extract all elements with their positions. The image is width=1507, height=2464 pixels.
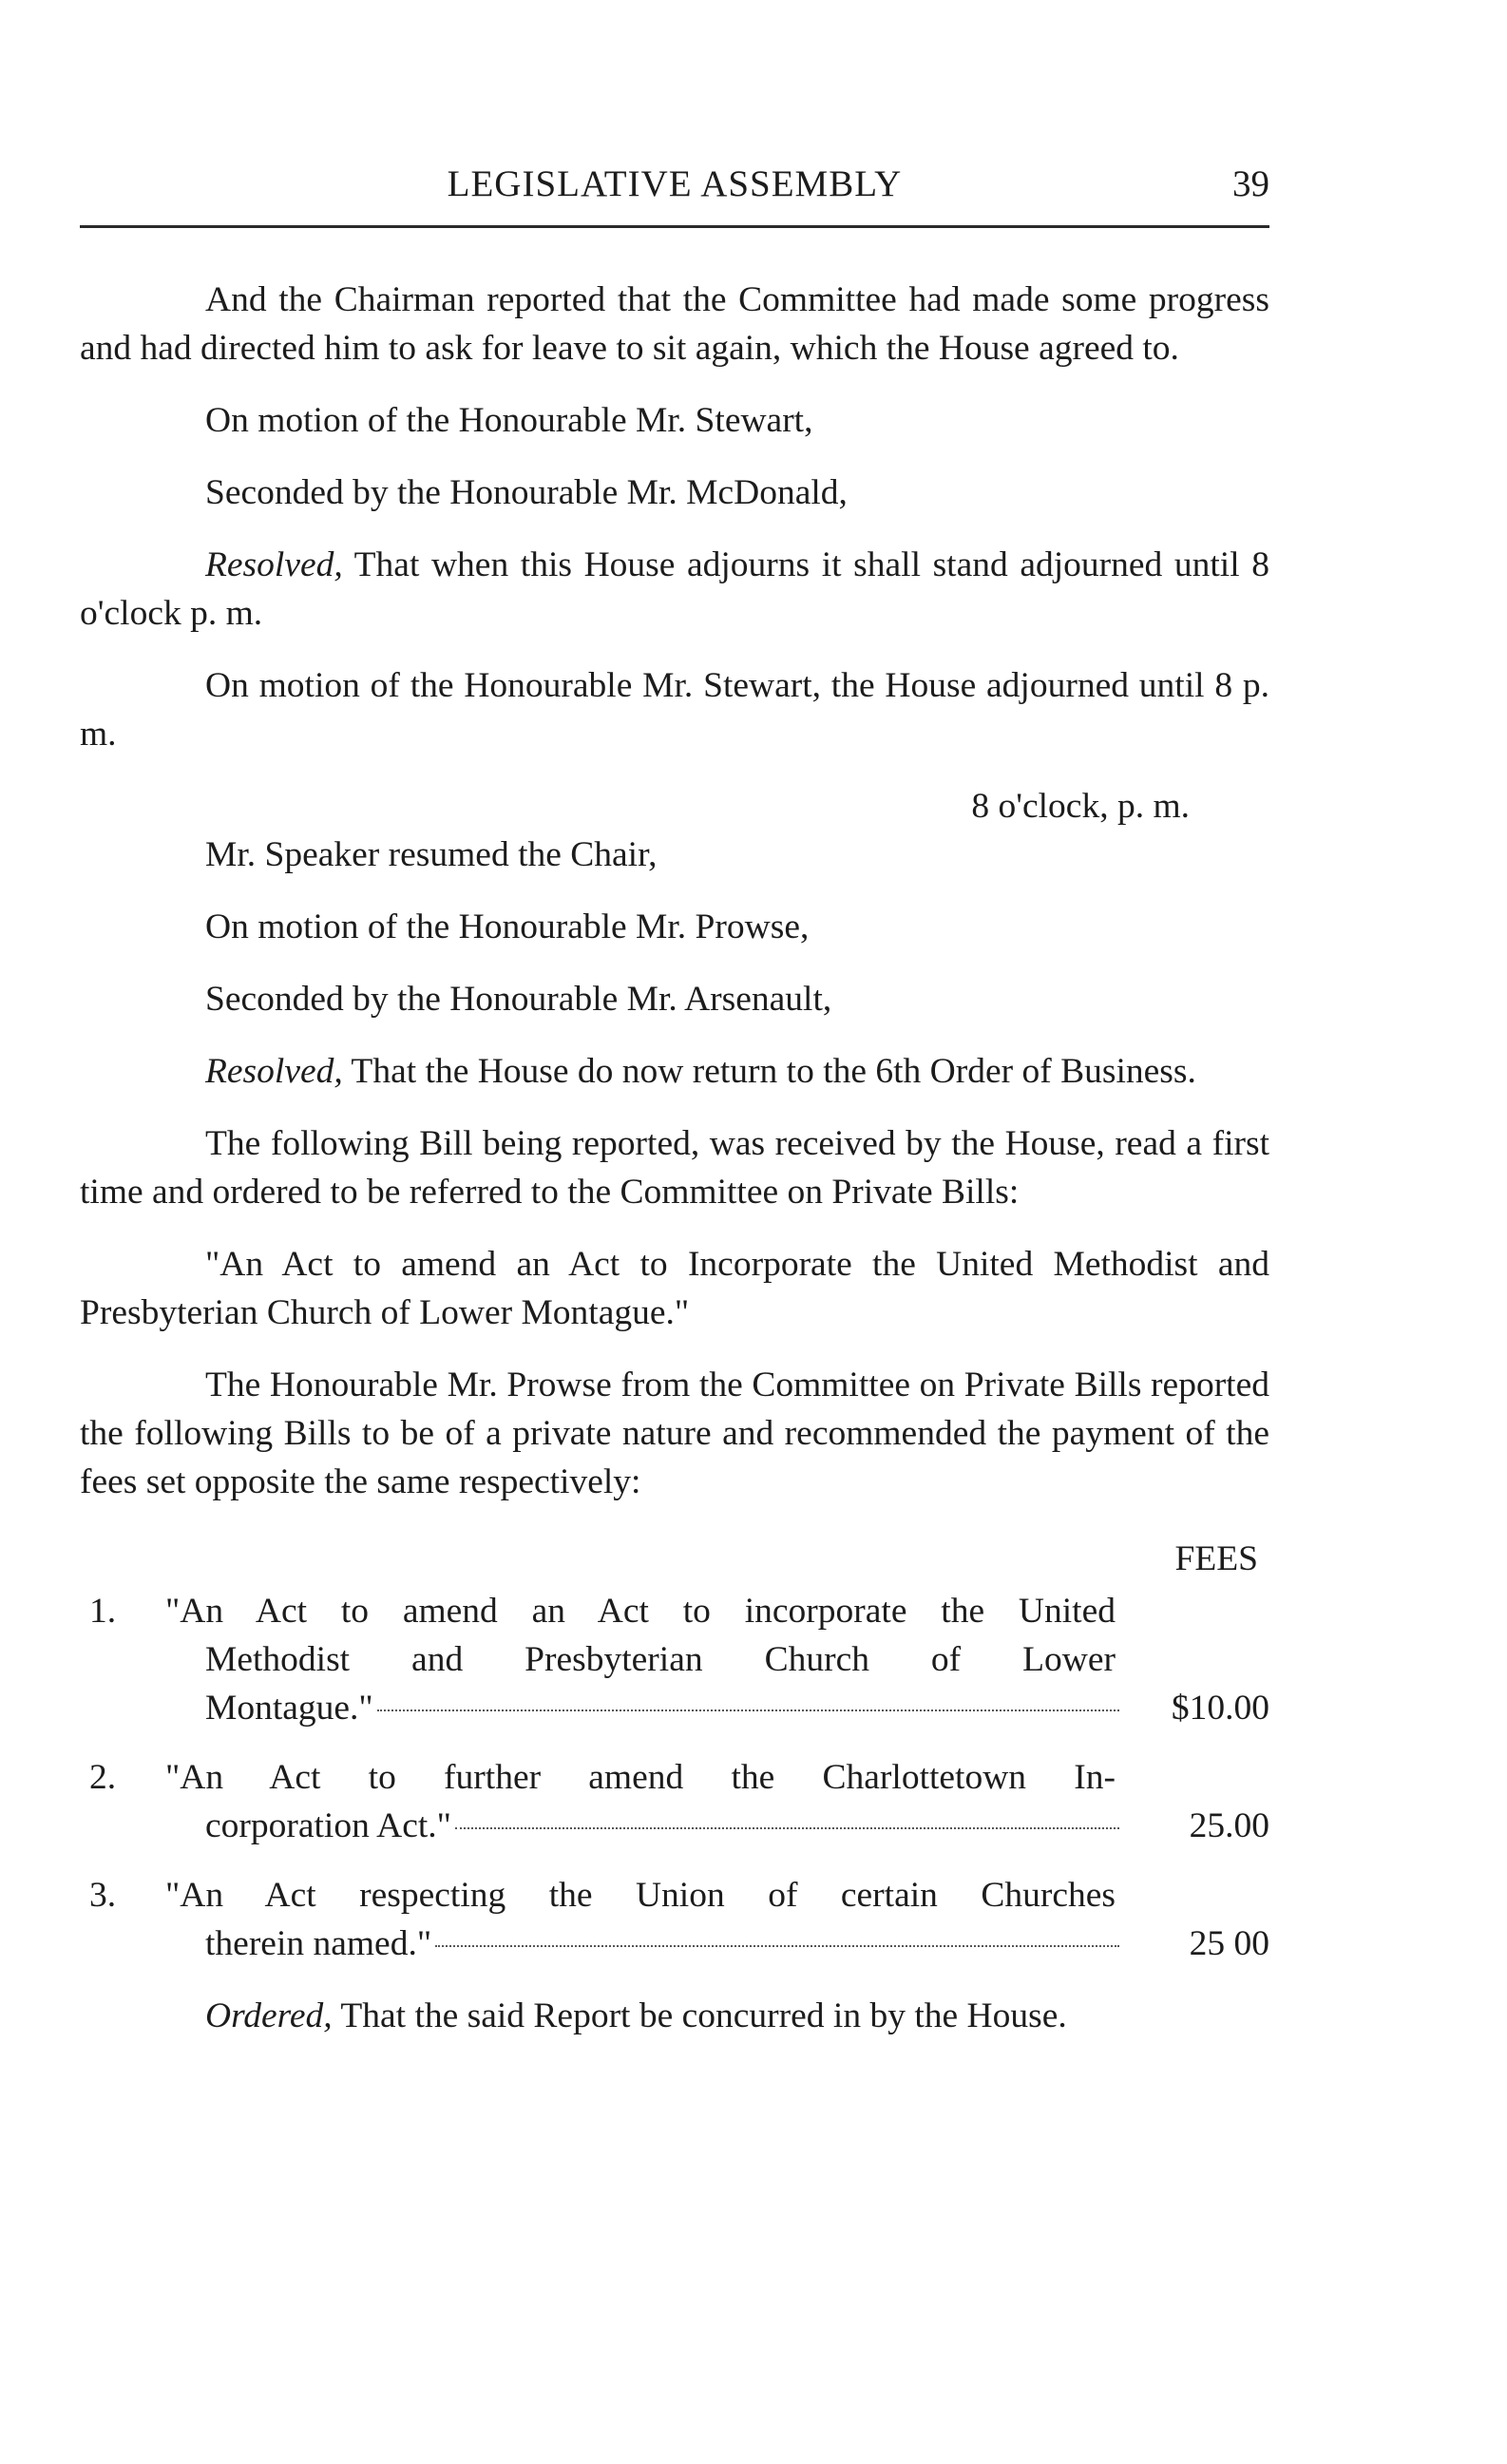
dot-leader [435,1945,1119,1947]
bill-line: Methodist and Presbyterian Church of Lower [205,1640,1116,1679]
bill-last-line [80,1920,1269,1968]
paragraph-house-adjourned: On motion of the Honourable Mr. Stewart, the House adjourned until 8 p. m. [80,666,1269,754]
bill-text [80,1587,1116,1684]
bill-number: 3. [89,1876,117,1915]
paragraph-committee-report: And the Chairman reported that the Committee had made some progress and had directed him to ask for leave to sit again, which the House agreed to. [80,280,1269,368]
list-item [80,1587,1269,1732]
header-rule [80,225,1269,228]
resolved-label: Resolved, [205,1052,343,1091]
dot-leader [377,1710,1119,1711]
bill-line: "An Act to amend an Act to incorporate the United [165,1592,1116,1631]
bill-number: 1. [89,1592,117,1631]
paragraph-motion-stewart: On motion of the Honourable Mr. Stewart, [205,401,813,440]
bill-number: 2. [89,1758,117,1797]
resolved-label: Resolved, [205,545,343,584]
bill-fee: 25.00 [1189,1806,1269,1845]
paragraph-motion-prowse: On motion of the Honourable Mr. Prowse, [205,907,810,946]
bill-text [80,1871,1116,1920]
fees-column-header: FEES [1174,1539,1258,1578]
bill-line: therein named." [205,1924,432,1963]
resolved-adjourn-text: That when this House adjourns it shall stand adjourned until 8 o'clock p. m. [80,545,1269,633]
bill-last-line [80,1684,1269,1732]
body-text [80,276,1269,2040]
page-number: 39 [1232,163,1269,204]
running-title: LEGISLATIVE ASSEMBLY [447,163,903,204]
bill-text [80,1753,1116,1802]
paragraph-bill-reported: The following Bill being reported, was received by the House, read a first time and ordered to be referred to the Committee on Private Bills: [80,1124,1269,1212]
ordered-label: Ordered, [205,1996,333,2035]
paragraph-seconded-arsenault: Seconded by the Honourable Mr. Arsenault, [205,980,832,1019]
bill-list [80,1587,1269,1968]
paragraph-bill-title: "An Act to amend an Act to Incorporate the United Methodist and Presbyterian Church of Lower Montague." [80,1245,1269,1332]
sitting-time: 8 o'clock, p. m. [971,787,1190,826]
bill-last-line [80,1802,1269,1850]
paragraph-speaker-resumed: Mr. Speaker resumed the Chair, [205,835,658,874]
dot-leader [455,1827,1119,1829]
list-item [80,1871,1269,1968]
paragraph-resolved-order [80,1047,1269,1096]
list-item [80,1753,1269,1850]
bill-line: "An Act respecting the Union of certain Churches [165,1876,1116,1915]
bill-line: "An Act to further amend the Charlottetown In- [165,1758,1116,1797]
bill-line: Montague." [205,1689,373,1728]
bill-fee: 25 00 [1189,1924,1269,1963]
paragraph-resolved-adjourn [80,541,1269,638]
paragraph-private-bills-report: The Honourable Mr. Prowse from the Committee on Private Bills reported the following Bills to be of a private nature and recommended the payment of the fees set opposite the same respectively: [80,1366,1269,1501]
bill-fee: $10.00 [1171,1689,1269,1728]
document-page [80,0,1269,2464]
ordered-text: That the said Report be concurred in by the House. [332,1996,1067,2035]
resolved-order-text: That the House do now return to the 6th Order of Business. [342,1052,1196,1091]
bill-line: corporation Act." [205,1806,451,1845]
paragraph-seconded-mcdonald: Seconded by the Honourable Mr. McDonald, [205,473,848,512]
paragraph-ordered-concurred [80,1992,1269,2040]
running-header [80,160,1269,209]
